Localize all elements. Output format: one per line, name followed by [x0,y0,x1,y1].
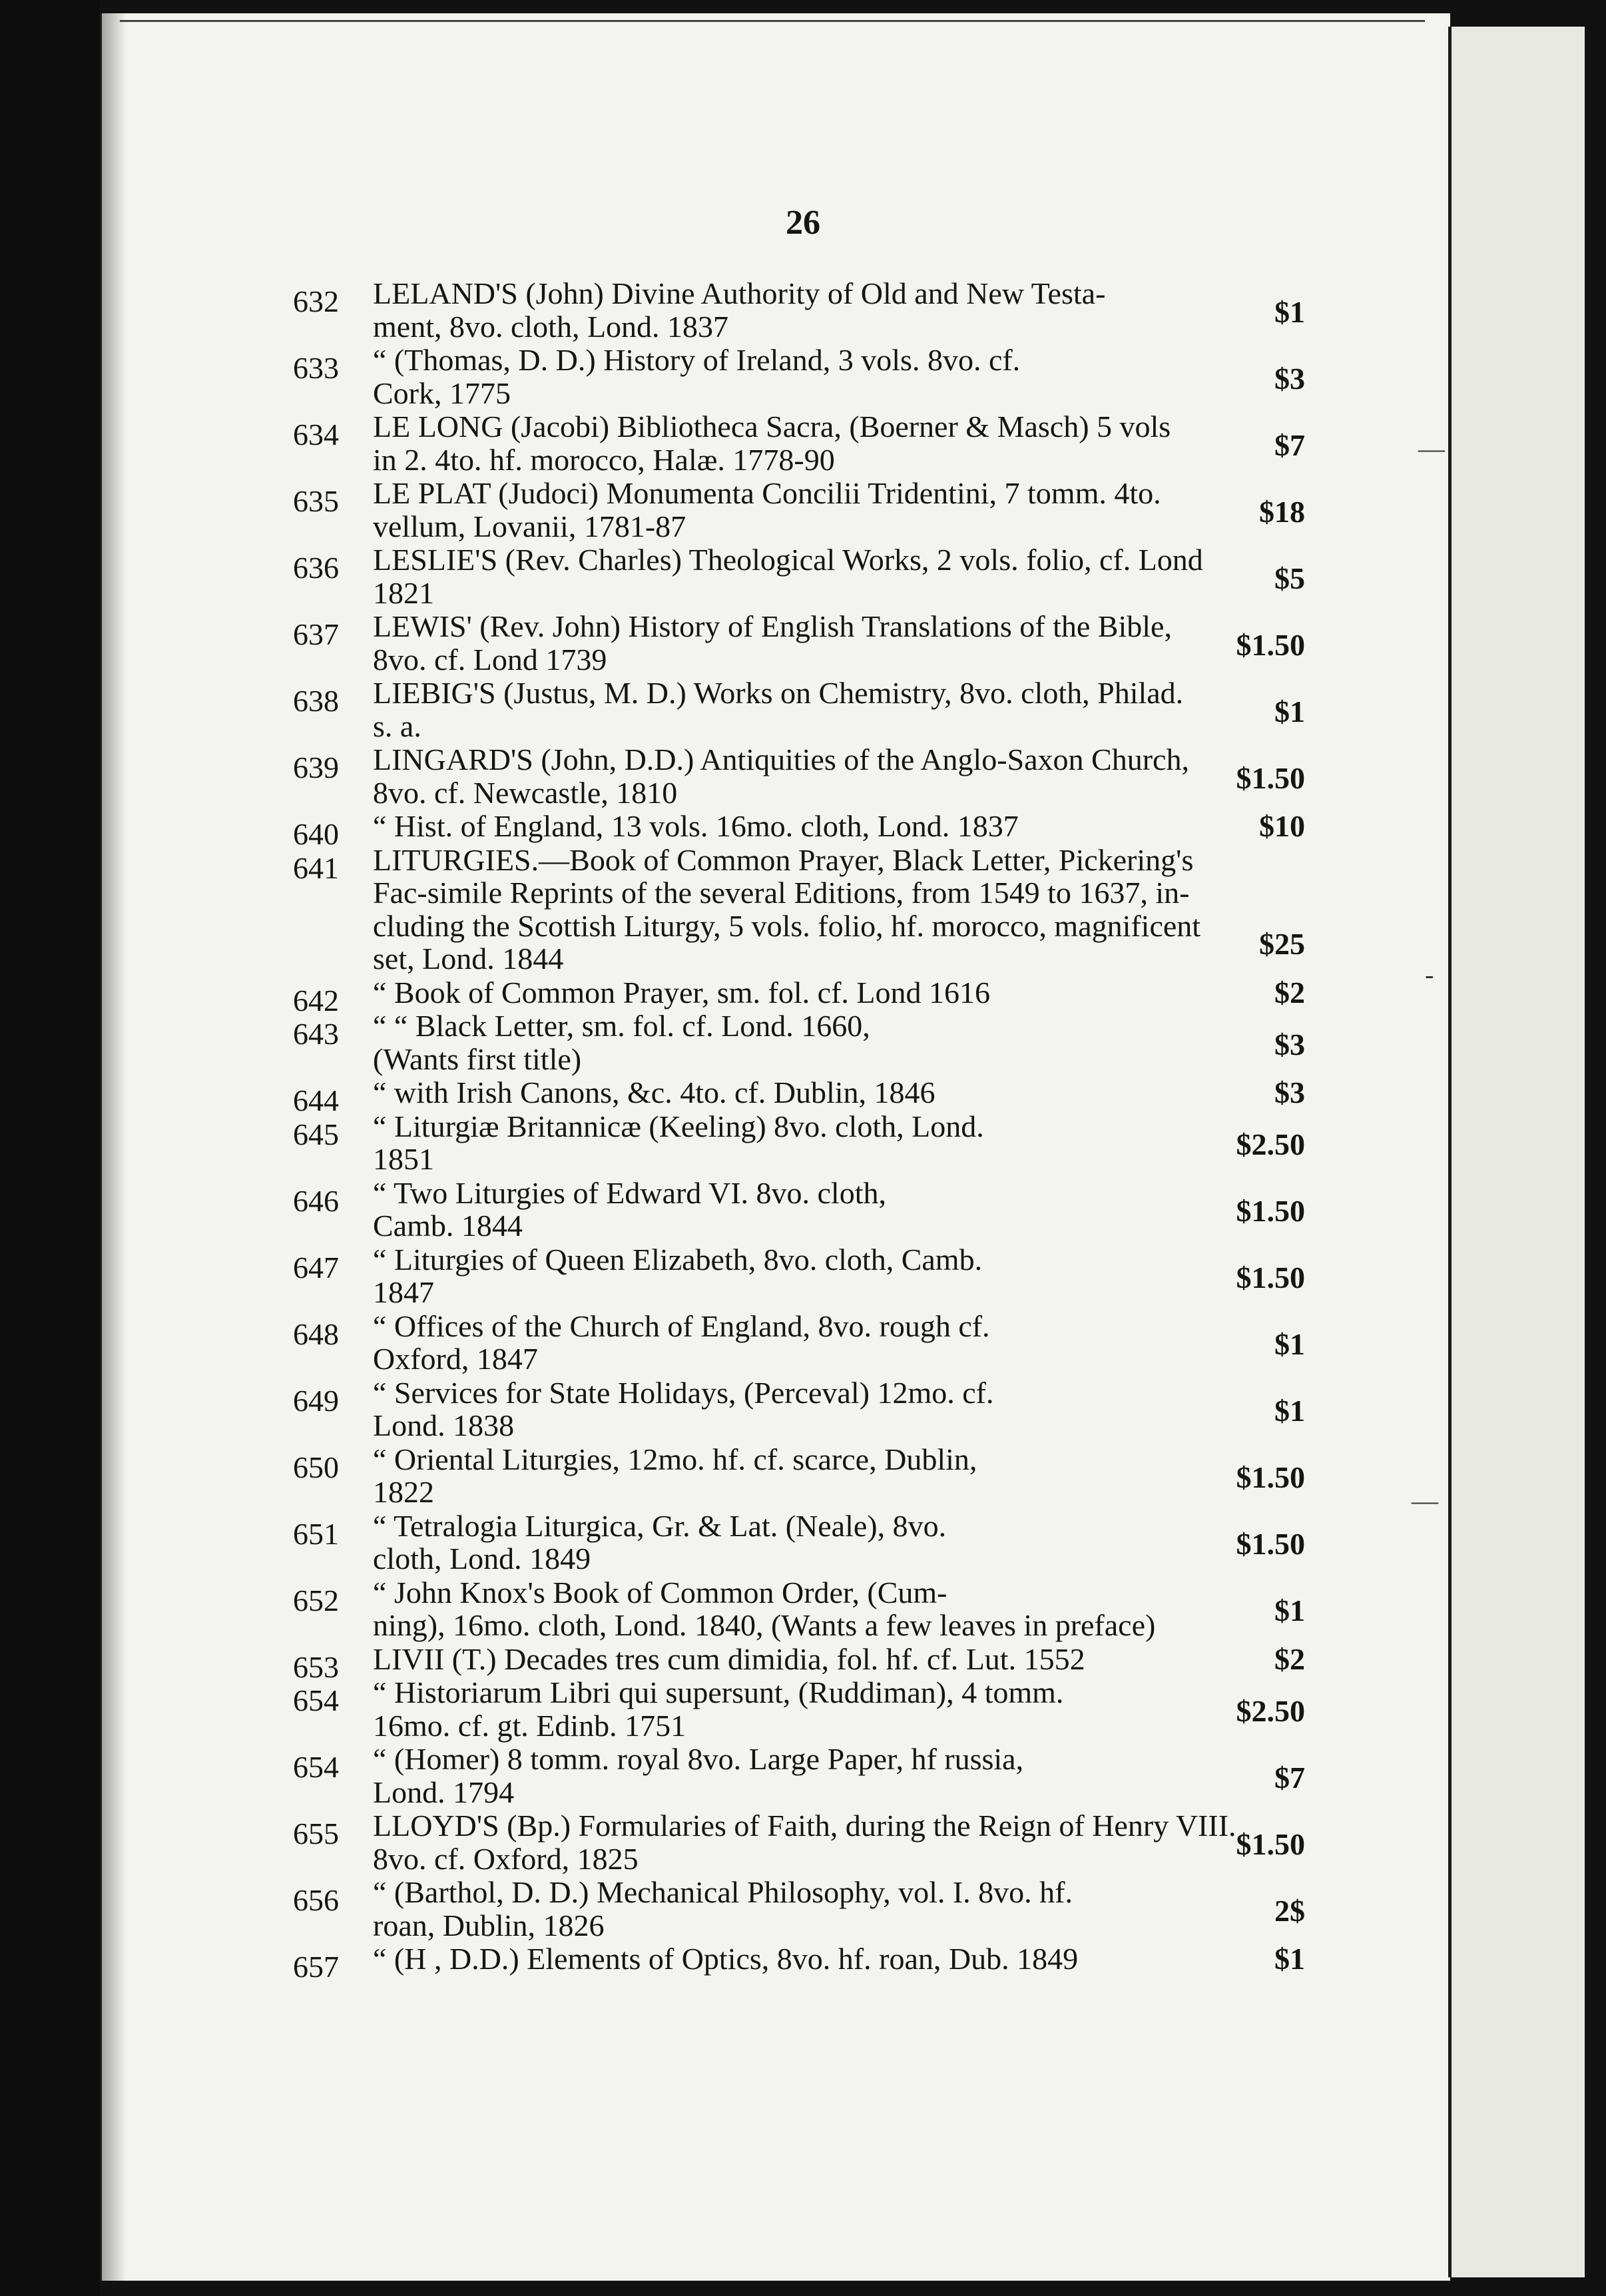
entry-price: $3 [1274,361,1305,396]
entry-text-continued: Lond. 1794 [373,1775,515,1809]
entry-text: LE LONG (Jacobi) Bibliotheca Sacra, (Boerner & Masch) 5 vols [373,410,1171,443]
entry-price: $1.50 [1236,760,1305,795]
entry-text: LITURGIES.—Book of Common Prayer, Black Letter, Pickering's [373,842,1194,877]
entry-text: LE PLAT (Judoci) Monumenta Concilii Tridentini, 7 tomm. 4to. [373,476,1161,510]
entry-price: $2 [1274,1641,1305,1676]
entry-price: 2$ [1274,1893,1305,1928]
entry-text-continued: 1847 [373,1275,434,1309]
entry-text: “ John Knox's Book of Common Order, (Cum- [373,1575,947,1609]
entry-number: 648 [293,1316,339,1351]
entry-text-continued: cloth, Lond. 1849 [373,1542,591,1576]
entry-price: $1.50 [1236,1527,1305,1561]
entry-text: LINGARD'S (John, D.D.) Antiquities of the Anglo-Saxon Church, [373,742,1189,776]
entry-text-continued: 8vo. cf. Newcastle, 1810 [373,775,678,810]
entry-number: 638 [293,684,339,718]
entry-number: 654 [293,1683,339,1717]
entry-number: 640 [293,817,339,851]
entry-price: $1.50 [1236,1194,1305,1228]
entry-text: “ “ Black Letter, sm. fol. cf. Lond. 1660, [373,1009,870,1043]
entry-number: 642 [293,983,339,1017]
entry-text: “ Hist. of England, 13 vols. 16mo. cloth, Lond. 1837 [373,809,1019,843]
entry-text: “ (Barthol, D. D.) Mechanical Philosophy, vol. I. 8vo. hf. [373,1875,1073,1909]
entry-text-continued: in 2. 4to. hf. morocco, Halæ. 1778-90 [373,442,835,477]
entry-text: “ Liturgiæ Britannicæ (Keeling) 8vo. cloth, Lond. [373,1109,984,1143]
entry-text-continued: 1822 [373,1475,434,1509]
entry-number: 637 [293,617,339,651]
entry-number: 645 [293,1117,339,1151]
entry-text: “ Services for State Holidays, (Perceval) 12mo. cf. [373,1375,994,1410]
entry-number: 634 [293,418,339,451]
entry-number: 650 [293,1450,339,1484]
entry-price: $18 [1259,494,1305,529]
entry-number: 656 [293,1883,339,1917]
entry-text-continued: Oxford, 1847 [373,1342,538,1376]
entry-number: 653 [293,1649,339,1684]
entry-number: 655 [293,1817,339,1851]
entry-text-continued: Fac-simile Reprints of the several Editions, from 1549 to 1637, in- [373,876,1190,910]
entry-text: LESLIE'S (Rev. Charles) Theological Works, 2 vols. folio, cf. Lond [373,543,1203,577]
entry-number: 646 [293,1183,339,1218]
entry-text: LIEBIG'S (Justus, M. D.) Works on Chemistry, 8vo. cloth, Philad. [373,676,1184,710]
entry-price: $25 [1259,927,1305,961]
entry-price: $5 [1274,561,1305,595]
entry-text: “ (Homer) 8 tomm. royal 8vo. Large Paper, hf russia, [373,1742,1024,1776]
entry-text-continued: vellum, Lovanii, 1781-87 [373,509,686,543]
entry-text-continued: (Wants first title) [373,1041,582,1076]
entry-text: “ Oriental Liturgies, 12mo. hf. cf. scarce, Dublin, [373,1442,977,1476]
entry-price: $2 [1274,975,1305,1009]
entry-number: 654 [293,1750,339,1784]
entry-price: $1.50 [1236,1827,1305,1861]
entry-text-continued: roan, Dublin, 1826 [373,1908,605,1942]
entry-price: $3 [1274,1075,1305,1109]
entry-price: $2.50 [1236,1693,1305,1728]
entry-price: $1 [1274,1593,1305,1627]
entry-text: “ Tetralogia Liturgica, Gr. & Lat. (Neale), 8vo. [373,1508,947,1543]
entry-number: 632 [293,284,339,318]
entry-price: $1 [1274,294,1305,329]
entry-text-continued: 16mo. cf. gt. Edinb. 1751 [373,1708,686,1743]
entry-text: LEWIS' (Rev. John) History of English Translations of the Bible, [373,609,1172,643]
entry-price: $1 [1274,1327,1305,1361]
entry-price: $1.50 [1236,1261,1305,1294]
entry-text-continued: ning), 16mo. cloth, Lond. 1840, (Wants a few leaves in preface) [373,1608,1156,1642]
entry-number: 635 [293,484,339,518]
entry-price: $1.50 [1236,1460,1305,1494]
entry-text: “ (H , D.D.) Elements of Optics, 8vo. hf. roan, Dub. 1849 [373,1942,1079,1976]
entry-text-continued: Lond. 1838 [373,1408,515,1442]
entry-text-continued: Camb. 1844 [373,1209,523,1243]
entry-number: 657 [293,1950,339,1984]
entry-text: “ Liturgies of Queen Elizabeth, 8vo. cloth, Camb. [373,1242,983,1277]
entry-text: “ Historiarum Libri qui supersunt, (Ruddiman), 4 tomm. [373,1675,1064,1709]
entry-number: 633 [293,351,339,385]
entry-price: $1 [1274,694,1305,728]
entry-text: “ (Thomas, D. D.) History of Ireland, 3 vols. 8vo. cf. [373,343,1021,377]
entry-text: “ Book of Common Prayer, sm. fol. cf. Lond 1616 [373,975,990,1009]
margin-mark: — [1412,1486,1438,1516]
entry-price: $1.50 [1236,627,1305,662]
entry-text-continued: s. a. [373,709,421,743]
entry-price: $1 [1274,1942,1305,1976]
entry-price: $3 [1274,1027,1305,1061]
entry-text: “ with Irish Canons, &c. 4to. cf. Dublin, 1846 [373,1075,936,1109]
entry-text-continued: cluding the Scottish Liturgy, 5 vols. folio, hf. morocco, magnificent [373,908,1201,943]
entry-number: 651 [293,1516,339,1551]
entry-price: $10 [1259,809,1305,843]
margin-mark: — [1418,433,1445,463]
entry-text: “ Offices of the Church of England, 8vo. rough cf. [373,1308,990,1343]
entry-number: 639 [293,750,339,784]
margin-mark: - [1425,960,1434,990]
entry-text-continued: 1851 [373,1142,434,1176]
entry-number: 641 [293,850,339,885]
entry-text-continued: 8vo. cf. Lond 1739 [373,642,607,677]
entry-number: 647 [293,1250,339,1285]
entry-text: LELAND'S (John) Divine Authority of Old and New Testa- [373,276,1106,310]
entry-number: 643 [293,1017,339,1051]
entry-number: 652 [293,1583,339,1617]
entry-number: 644 [293,1083,339,1117]
entry-text: “ Two Liturgies of Edward VI. 8vo. cloth, [373,1175,886,1210]
entry-price: $7 [1274,1760,1305,1795]
entry-text: LIVII (T.) Decades tres cum dimidia, fol. hf. cf. Lut. 1552 [373,1641,1085,1676]
entry-number: 636 [293,551,339,585]
entry-text-continued: 1821 [373,575,434,610]
entry-number: 649 [293,1383,339,1418]
page-number: 26 [786,204,820,242]
entry-text-continued: 8vo. cf. Oxford, 1825 [373,1841,639,1876]
entry-price: $7 [1274,428,1305,462]
entry-price: $1 [1274,1394,1305,1428]
entry-text-continued: set, Lond. 1844 [373,942,564,976]
entry-price: $2.50 [1236,1127,1305,1161]
entry-text-continued: Cork, 1775 [373,376,511,410]
entry-text-continued: ment, 8vo. cloth, Lond. 1837 [373,309,729,344]
entry-text: LLOYD'S (Bp.) Formularies of Faith, during the Reign of Henry VIII. [373,1809,1236,1843]
